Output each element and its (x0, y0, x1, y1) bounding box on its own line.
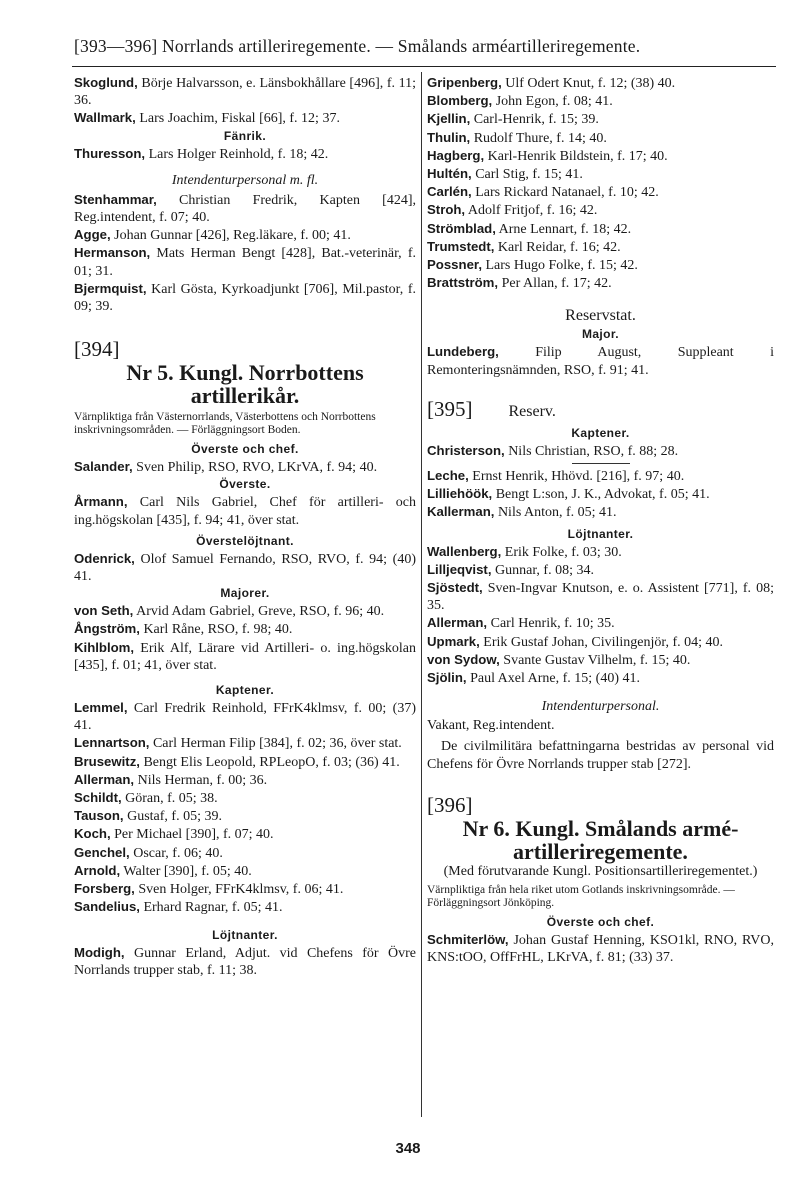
roster-entry (74, 280, 416, 315)
section-heading-intendentur-reserv: Intendenturpersonal. (541, 699, 660, 715)
entry-details: Gunnar, f. 08; 34. (491, 562, 594, 578)
roster-entry (427, 442, 774, 460)
page-reference-396: [396] (427, 792, 473, 817)
section-heading-overste-chef-right: Överste och chef. (546, 915, 655, 930)
entry-surname: Sjöstedt, (427, 580, 483, 596)
entry-surname: Forsberg, (74, 881, 135, 897)
entry-details: Karl Gösta, Kyrkoadjunkt [706], Mil.pastor, f. 09; 39. (74, 281, 416, 315)
entry-details: Erik Gustaf Johan, Civilingenjör, f. 04; 40. (479, 634, 724, 650)
roster-entry (74, 699, 416, 734)
roster-entry (427, 614, 774, 632)
entry-details: Johan Gunnar [426], Reg.läkare, f. 00; 41. (110, 228, 351, 244)
entry-surname: Lilljeqvist, (427, 561, 492, 577)
entry-details: Carl Nils Gabriel, Chef för artilleri- och ing.högskolan [435], f. 94; 41, över stat. (74, 495, 416, 528)
entry-surname: Brusewitz, (74, 753, 140, 769)
roster-entry (74, 753, 416, 771)
entry-surname: Lilliehöök, (427, 486, 493, 502)
entry-list (74, 458, 416, 476)
entry-details: Erik Folke, f. 03; 30. (501, 544, 622, 560)
entry-surname: Hermanson, (74, 245, 151, 261)
entry-details: Lars Rickard Natanael, f. 10; 42. (471, 185, 659, 201)
entry-details: Nils Christian, RSO, f. 88; 28. (504, 443, 679, 459)
entry-details: Mats Herman Bengt [428], Bat.-veterinär, f. 01; 31. (74, 246, 416, 279)
roster-entry (74, 226, 416, 244)
section-heading-intendentur: Intendenturpersonal m. fl. (171, 172, 319, 188)
entry-surname: Strömblad, (427, 220, 496, 236)
roster-entry (74, 734, 416, 752)
entry-details: Gunnar Erland, Adjut. vid Chefens för Övre Norrlands trupper stab, f. 11; 38. (74, 945, 416, 978)
vakant-line: Vakant, Reg.intendent. (427, 718, 555, 734)
roster-entry (427, 467, 774, 485)
entry-surname: Koch, (74, 826, 111, 842)
entry-details: Sven-Ingvar Knutson, e. o. Assistent [771], f. 08; 35. (427, 581, 774, 614)
entry-details: Johan Gustaf Henning, KSO1kl, RNO, RVO, KNS:tOO, OffFrHL, LKrVA, f. 81; (33) 37. (427, 933, 774, 966)
entry-details: Nils Herman, f. 00; 36. (134, 772, 268, 788)
column-divider (421, 72, 422, 1117)
roster-entry (427, 651, 774, 669)
roster-entry (427, 165, 774, 183)
entry-surname: Sjölin, (427, 670, 467, 686)
entry-details: Walter [390], f. 05; 40. (120, 863, 252, 879)
entry-surname: Kjellin, (427, 111, 471, 127)
entry-list (74, 145, 416, 163)
roster-entry (427, 343, 774, 378)
entry-list (427, 543, 774, 688)
entry-surname: Stenhammar, (74, 191, 157, 207)
entry-details: John Egon, f. 08; 41. (492, 94, 613, 110)
entry-surname: Upmark, (427, 633, 480, 649)
entry-surname: Possner, (427, 257, 482, 273)
roster-entry (427, 110, 774, 128)
unit-title-line2: artillerikår. (190, 383, 300, 409)
roster-entry (74, 602, 416, 620)
entry-details: Karl Råne, RSO, f. 98; 40. (139, 622, 293, 638)
entry-surname: Kallerman, (427, 504, 495, 520)
roster-entry (427, 485, 774, 503)
entry-details: Karl-Henrik Bildstein, f. 17; 40. (484, 148, 668, 164)
roster-entry (427, 74, 774, 92)
roster-entry (74, 880, 416, 898)
entry-details: Sven Philip, RSO, RVO, LKrVA, f. 94; 40. (132, 460, 378, 476)
section-heading-kaptener-reserv: Kaptener. (571, 425, 630, 440)
entry-details: Lars Hugo Folke, f. 15; 42. (481, 258, 638, 274)
roster-entry (74, 844, 416, 862)
entry-list (427, 74, 774, 292)
reserv-label: Reserv. (508, 402, 556, 420)
entry-surname: Schildt, (74, 790, 122, 806)
unit-note-right: Värnpliktiga från hela riket utom Gotlands inskrivningsområde. — Förläggningsort Jönköping. (427, 884, 735, 910)
entry-list (427, 343, 774, 378)
roster-entry (427, 92, 774, 110)
roster-entry (427, 183, 774, 201)
roster-entry (427, 256, 774, 274)
entry-list (74, 602, 416, 674)
entry-surname: Trumstedt, (427, 238, 495, 254)
entry-surname: Hagberg, (427, 147, 485, 163)
entry-list (74, 550, 416, 585)
entry-surname: Hultén, (427, 166, 472, 182)
roster-entry (427, 238, 774, 256)
roster-entry (74, 898, 416, 916)
roster-entry (427, 669, 774, 687)
entry-surname: Schmiterlöw, (427, 932, 509, 948)
entry-list (74, 944, 416, 979)
entry-details: Bengt L:son, J. K., Advokat, f. 05; 41. (492, 487, 710, 503)
roster-entry (74, 109, 416, 127)
entry-details: Erhard Ragnar, f. 05; 41. (139, 900, 283, 916)
unit-title-line2-right: artilleriregemente. (513, 838, 688, 864)
entry-surname: Allerman, (427, 615, 488, 631)
entry-list (74, 699, 416, 916)
entry-surname: Odenrick, (74, 550, 135, 566)
section-heading-majorer: Majorer. (220, 586, 270, 601)
entry-surname: Årmann, (74, 494, 128, 510)
roster-entry (74, 244, 416, 279)
unit-subtitle: (Med förutvarande Kungl. Positionsartilleriregementet.) (443, 863, 758, 879)
entry-surname: Thulin, (427, 129, 471, 145)
entry-details: Filip August, Suppleant i Remonteringsnämnden, RSO, f. 91; 41. (427, 345, 774, 378)
entry-surname: Carlén, (427, 184, 472, 200)
entry-details: Börje Halvarsson, e. Länsbokhållare [496], f. 11; 36. (74, 76, 416, 109)
entry-details: Karl Reidar, f. 16; 42. (494, 239, 621, 255)
roster-entry (74, 191, 416, 226)
entry-details: Christian Fredrik, Kapten [424], Reg.intendent, f. 07; 40. (74, 192, 416, 226)
entry-details: Nils Anton, f. 05; 41. (494, 505, 617, 521)
entry-surname: Modigh, (74, 944, 125, 960)
entry-surname: Lundeberg, (427, 344, 499, 360)
entry-details: Paul Axel Arne, f. 15; (40) 41. (466, 671, 640, 687)
roster-entry (74, 74, 416, 109)
entry-surname: Agge, (74, 227, 111, 243)
short-rule (572, 463, 630, 464)
entry-list (427, 931, 774, 966)
entry-list (74, 493, 416, 528)
entry-surname: Sandelius, (74, 899, 140, 915)
entry-surname: Blomberg, (427, 93, 493, 109)
roster-entry (427, 201, 774, 219)
entry-surname: Wallmark, (74, 110, 136, 126)
entry-details: Gustaf, f. 05; 39. (123, 809, 222, 825)
entry-details: Rudolf Thure, f. 14; 40. (470, 130, 607, 146)
entry-details: Lars Holger Reinhold, f. 18; 42. (145, 146, 329, 162)
section-heading-fanrik: Fänrik. (223, 128, 267, 143)
entry-details: Bengt Elis Leopold, RPLeopO, f. 03; (36) 41. (139, 754, 400, 770)
entry-surname: Wallenberg, (427, 543, 502, 559)
entry-details: Svante Gustav Vilhelm, f. 15; 40. (499, 652, 691, 668)
entry-surname: Leche, (427, 468, 469, 484)
roster-entry (74, 458, 416, 476)
entry-surname: Skoglund, (74, 75, 138, 90)
roster-entry (74, 620, 416, 638)
roster-entry (74, 145, 416, 163)
roster-entry (74, 862, 416, 880)
entry-list (427, 467, 774, 522)
civil-note: De civilmilitära befattningarna bestridas av personal vid Chefens för Övre Norrlands trupper stab [272]. (427, 739, 774, 772)
entry-details: Göran, f. 05; 38. (121, 791, 218, 807)
unit-title-line1: Nr 5. Kungl. Norrbottens (126, 360, 364, 386)
roster-entry (427, 274, 774, 292)
entry-details: Olof Samuel Fernando, RSO, RVO, f. 94; (40) 41. (74, 551, 416, 585)
entry-details: Carl Fredrik Reinhold, FFrK4klmsv, f. 00; (37) 41. (74, 701, 416, 734)
roster-entry (427, 129, 774, 147)
roster-entry (74, 789, 416, 807)
entry-surname: Christerson, (427, 442, 505, 458)
section-heading-reservstat: Reservstat. (565, 307, 636, 325)
section-heading-overste-chef: Överste och chef. (191, 442, 299, 457)
roster-entry (427, 147, 774, 165)
roster-entry (74, 944, 416, 979)
entry-details: Arvid Adam Gabriel, Greve, RSO, f. 96; 40. (133, 604, 385, 620)
entry-list (427, 442, 774, 460)
right-column (427, 74, 774, 967)
running-header: [393—396] Norrlands artilleriregemente. — Smålands arméartilleriregemente. (74, 36, 641, 56)
entry-details: Carl-Henrik, f. 15; 39. (470, 112, 599, 128)
entry-details: Adolf Fritjof, f. 16; 42. (465, 203, 598, 219)
roster-entry (74, 550, 416, 585)
entry-surname: Brattström, (427, 275, 499, 291)
section-heading-major: Major. (581, 327, 620, 342)
entry-list (74, 74, 416, 128)
roster-entry (74, 807, 416, 825)
unit-title-line1-right: Nr 6. Kungl. Smålands armé- (462, 815, 739, 841)
entry-details: Carl Herman Filip [384], f. 02; 36, över stat. (149, 736, 402, 752)
entry-details: Ernst Henrik, Hhövd. [216], f. 97; 40. (468, 469, 685, 485)
entry-details: Arne Lennart, f. 18; 42. (495, 221, 632, 237)
entry-surname: Kihlblom, (74, 639, 135, 655)
entry-surname: von Sydow, (427, 651, 500, 667)
entry-surname: Lemmel, (74, 700, 128, 716)
entry-details: Lars Joachim, Fiskal [66], f. 12; 37. (135, 111, 340, 127)
section-heading-lojtnanter-reserv: Löjtnanter. (567, 526, 634, 541)
left-column (74, 74, 416, 979)
roster-entry (427, 579, 774, 614)
roster-entry (427, 561, 774, 579)
page-reference-395: [395] (427, 396, 473, 421)
entry-details: Oscar, f. 06; 40. (129, 845, 223, 861)
entry-surname: Gripenberg, (427, 75, 502, 90)
entry-details: Carl Stig, f. 15; 41. (471, 167, 583, 183)
entry-surname: Lennartson, (74, 735, 150, 751)
entry-details: Sven Holger, FFrK4klmsv, f. 06; 41. (134, 882, 344, 898)
roster-entry (74, 493, 416, 528)
reserv-row (427, 397, 774, 421)
roster-entry (427, 931, 774, 966)
roster-entry (427, 220, 774, 238)
roster-entry (427, 633, 774, 651)
roster-entry (74, 639, 416, 674)
page-reference-394: [394] (74, 337, 120, 362)
entry-surname: Bjermquist, (74, 280, 147, 296)
entry-surname: Genchel, (74, 844, 130, 860)
entry-surname: Ångström, (74, 621, 140, 637)
section-heading-kaptener: Kaptener. (215, 683, 275, 698)
entry-details: Carl Henrik, f. 10; 35. (487, 616, 615, 632)
unit-note: Värnpliktiga från Västernorrlands, Västerbottens och Norrbottens inskrivningsområden. — Förläggningsort Boden. (74, 411, 376, 437)
page-number: 348 (395, 1140, 421, 1157)
roster-entry (74, 825, 416, 843)
entry-surname: Salander, (74, 459, 133, 475)
roster-entry (427, 543, 774, 561)
section-heading-overstelojtnant: Överstelöjtnant. (196, 533, 294, 548)
entry-surname: Arnold, (74, 862, 121, 878)
section-heading-overste: Överste. (219, 477, 271, 492)
entry-details: Per Michael [390], f. 07; 40. (110, 827, 274, 843)
roster-entry (427, 503, 774, 521)
entry-surname: Allerman, (74, 771, 135, 787)
entry-surname: Tauson, (74, 808, 124, 824)
section-heading-lojtnanter: Löjtnanter. (212, 927, 278, 942)
entry-surname: Thuresson, (74, 145, 146, 161)
header-rule (72, 66, 776, 67)
entry-surname: Stroh, (427, 202, 466, 218)
entry-list (74, 191, 416, 315)
entry-details: Ulf Odert Knut, f. 12; (38) 40. (501, 76, 676, 91)
entry-details: Per Allan, f. 17; 42. (498, 276, 612, 292)
roster-entry (74, 771, 416, 789)
entry-surname: von Seth, (74, 603, 134, 619)
entry-details: Erik Alf, Lärare vid Artilleri- o. ing.högskolan [435], f. 01; 41, över stat. (74, 640, 416, 673)
